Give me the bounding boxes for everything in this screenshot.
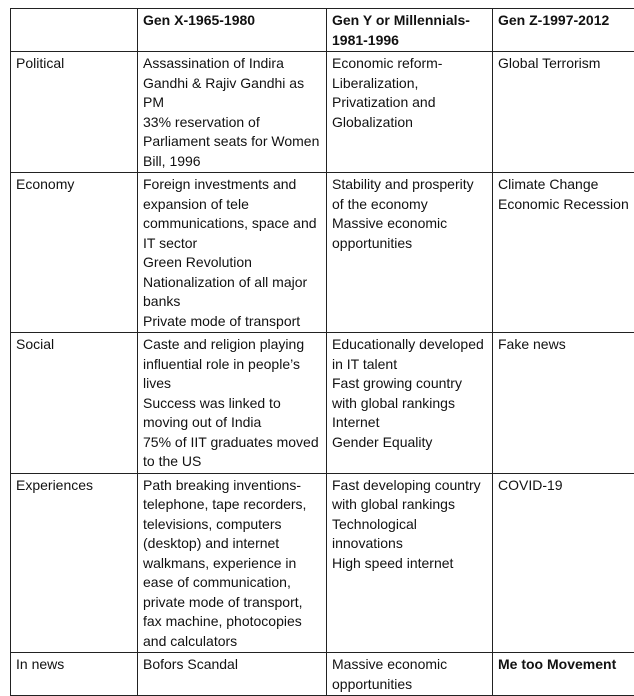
cell-line: Private mode of transport <box>143 312 322 332</box>
cell-line: Internet <box>332 413 488 433</box>
table-row-social <box>11 333 634 474</box>
cell-line: Economic reform-Liberalization, Privatization and Globalization <box>332 54 488 132</box>
cell-gen-z <box>493 653 634 696</box>
cell-line: Foreign investments and expansion of tele communications, space and IT sector <box>143 175 322 253</box>
header-row <box>11 9 634 52</box>
cell-gen-x <box>138 653 327 696</box>
row-label: Economy <box>11 173 138 333</box>
table-row-economy <box>11 173 634 333</box>
cell-line: 75% of IIT graduates moved to the US <box>143 433 322 472</box>
cell-gen-z <box>493 173 634 333</box>
cell-line: Fast growing country with global rankings <box>332 374 488 413</box>
header-cell-gen-x: Gen X-1965-1980 <box>138 9 327 52</box>
cell-line: Massive economic opportunities <box>332 214 488 253</box>
cell-gen-y <box>327 473 493 653</box>
cell-line: Economic Recession <box>498 195 630 215</box>
cell-line: Assassination of Indira Gandhi & Rajiv Gandhi as PM <box>143 54 322 113</box>
cell-gen-y <box>327 173 493 333</box>
cell-gen-x <box>138 173 327 333</box>
cell-line: Climate Change <box>498 175 630 195</box>
cell-gen-z <box>493 473 634 653</box>
row-label: In news <box>11 653 138 696</box>
cell-line: Nationalization of all major banks <box>143 273 322 312</box>
cell-line: Global Terrorism <box>498 54 630 74</box>
table-row-political <box>11 52 634 173</box>
header-cell-gen-z: Gen Z-1997-2012 <box>493 9 634 52</box>
row-label: Social <box>11 333 138 474</box>
cell-line: Technological innovations <box>332 515 488 554</box>
cell-line: Me too Movement <box>498 655 630 675</box>
table-row-in-news <box>11 653 634 696</box>
cell-line: Green Revolution <box>143 253 322 273</box>
header-cell-gen-y: Gen Y or Millennials-1981-1996 <box>327 9 493 52</box>
generations-table <box>10 8 634 696</box>
cell-gen-x <box>138 473 327 653</box>
cell-line: 33% reservation of Parliament seats for Women Bill, 1996 <box>143 113 322 172</box>
cell-line: Fake news <box>498 335 630 355</box>
cell-gen-y <box>327 333 493 474</box>
cell-gen-x <box>138 333 327 474</box>
cell-gen-z <box>493 52 634 173</box>
cell-line: Path breaking inventions-telephone, tape recorders, televisions, computers (desktop) and internet walkmans, experience in ease of communication, private mode of transport, fax machine, photocopies and calculators <box>143 476 322 652</box>
cell-line: Caste and religion playing influential role in people’s lives <box>143 335 322 394</box>
cell-line: Massive economic opportunities <box>332 655 488 694</box>
cell-gen-z <box>493 333 634 474</box>
cell-line: High speed internet <box>332 554 488 574</box>
cell-line: Success was linked to moving out of India <box>143 394 322 433</box>
cell-gen-y <box>327 52 493 173</box>
row-label: Political <box>11 52 138 173</box>
cell-gen-x <box>138 52 327 173</box>
cell-line: Fast developing country with global rankings <box>332 476 488 515</box>
cell-line: Stability and prosperity of the economy <box>332 175 488 214</box>
table-row-experiences <box>11 473 634 653</box>
row-label: Experiences <box>11 473 138 653</box>
header-cell-blank <box>11 9 138 52</box>
cell-gen-y <box>327 653 493 696</box>
cell-line: COVID-19 <box>498 476 630 496</box>
cell-line: Educationally developed in IT talent <box>332 335 488 374</box>
cell-line: Gender Equality <box>332 433 488 453</box>
cell-line: Bofors Scandal <box>143 655 322 675</box>
